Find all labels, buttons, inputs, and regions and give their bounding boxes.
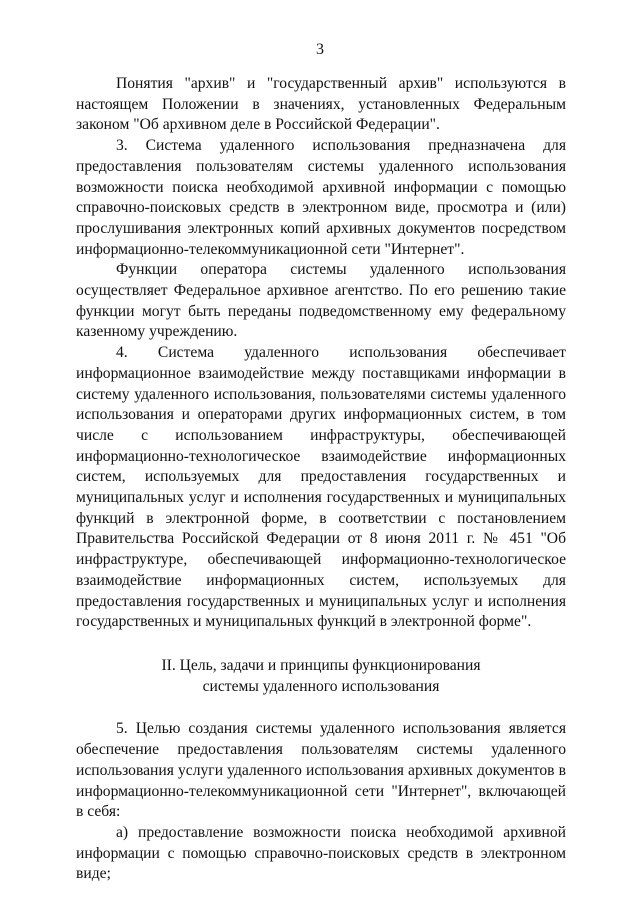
section-heading-line-1: II. Цель, задачи и принципы функционирования (161, 656, 481, 674)
page-number: 3 (316, 41, 324, 58)
document-body (76, 74, 566, 885)
paragraph-item-4: 4. Система удаленного использования обеспечивает информационное взаимодействие между поставщиками информации в систему удаленного использования, пользователями системы удаленного использования и операторами других информационных систем, в том числе с использованием инфраструктуры, обеспечивающей информационно-технологическое взаимодействие информационных систем, используемых для предоставления государственных и муниципальных услуг и исполнения государственных и муниципальных функций в электронной форме, в соответствии с постановлением Правительства Российской Федерации от 8 июня 2011 г. № 451 "Об инфраструктуре, обеспечивающей информационно-технологическое взаимодействие информационных систем, используемых для предоставления государственных и муниципальных услуг и исполнения государственных и муниципальных функций в электронной форме". (76, 344, 566, 631)
section-heading (76, 656, 566, 697)
section-heading-line-2: системы удаленного использования (202, 677, 440, 695)
paragraph-item-5: 5. Целью создания системы удаленного использования является обеспечение предоставления пользователям системы удаленного использования услуги удаленного использования архивных документов в информационно-телекоммуникационной сети "Интернет", включающей в себя: (76, 720, 566, 821)
paragraph-item-5a: а) предоставление возможности поиска необходимой архивной информации с помощью справочно-поисковых средств в электронном виде; (76, 823, 566, 883)
paragraph-operator-functions: Функции оператора системы удаленного использования осуществляет Федеральное архивное агентство. По его решению такие функции могут быть переданы подведомственному ему федеральному казенному учреждению. (76, 261, 566, 341)
paragraph-item-3: 3. Система удаленного использования предназначена для предоставления пользователям системы удаленного использования возможности поиска необходимой архивной информации с помощью справочно-поисковых средств в электронном виде, просмотра и (или) прослушивания электронных копий архивных документов посредством информационно-телекоммуникационной сети "Интернет". (76, 137, 566, 258)
paragraph-archive-terms: Понятия "архив" и "государственный архив" используются в настоящем Положении в значениях, установленных Федеральным законом "Об архивном деле в Российской Федерации". (76, 75, 566, 134)
